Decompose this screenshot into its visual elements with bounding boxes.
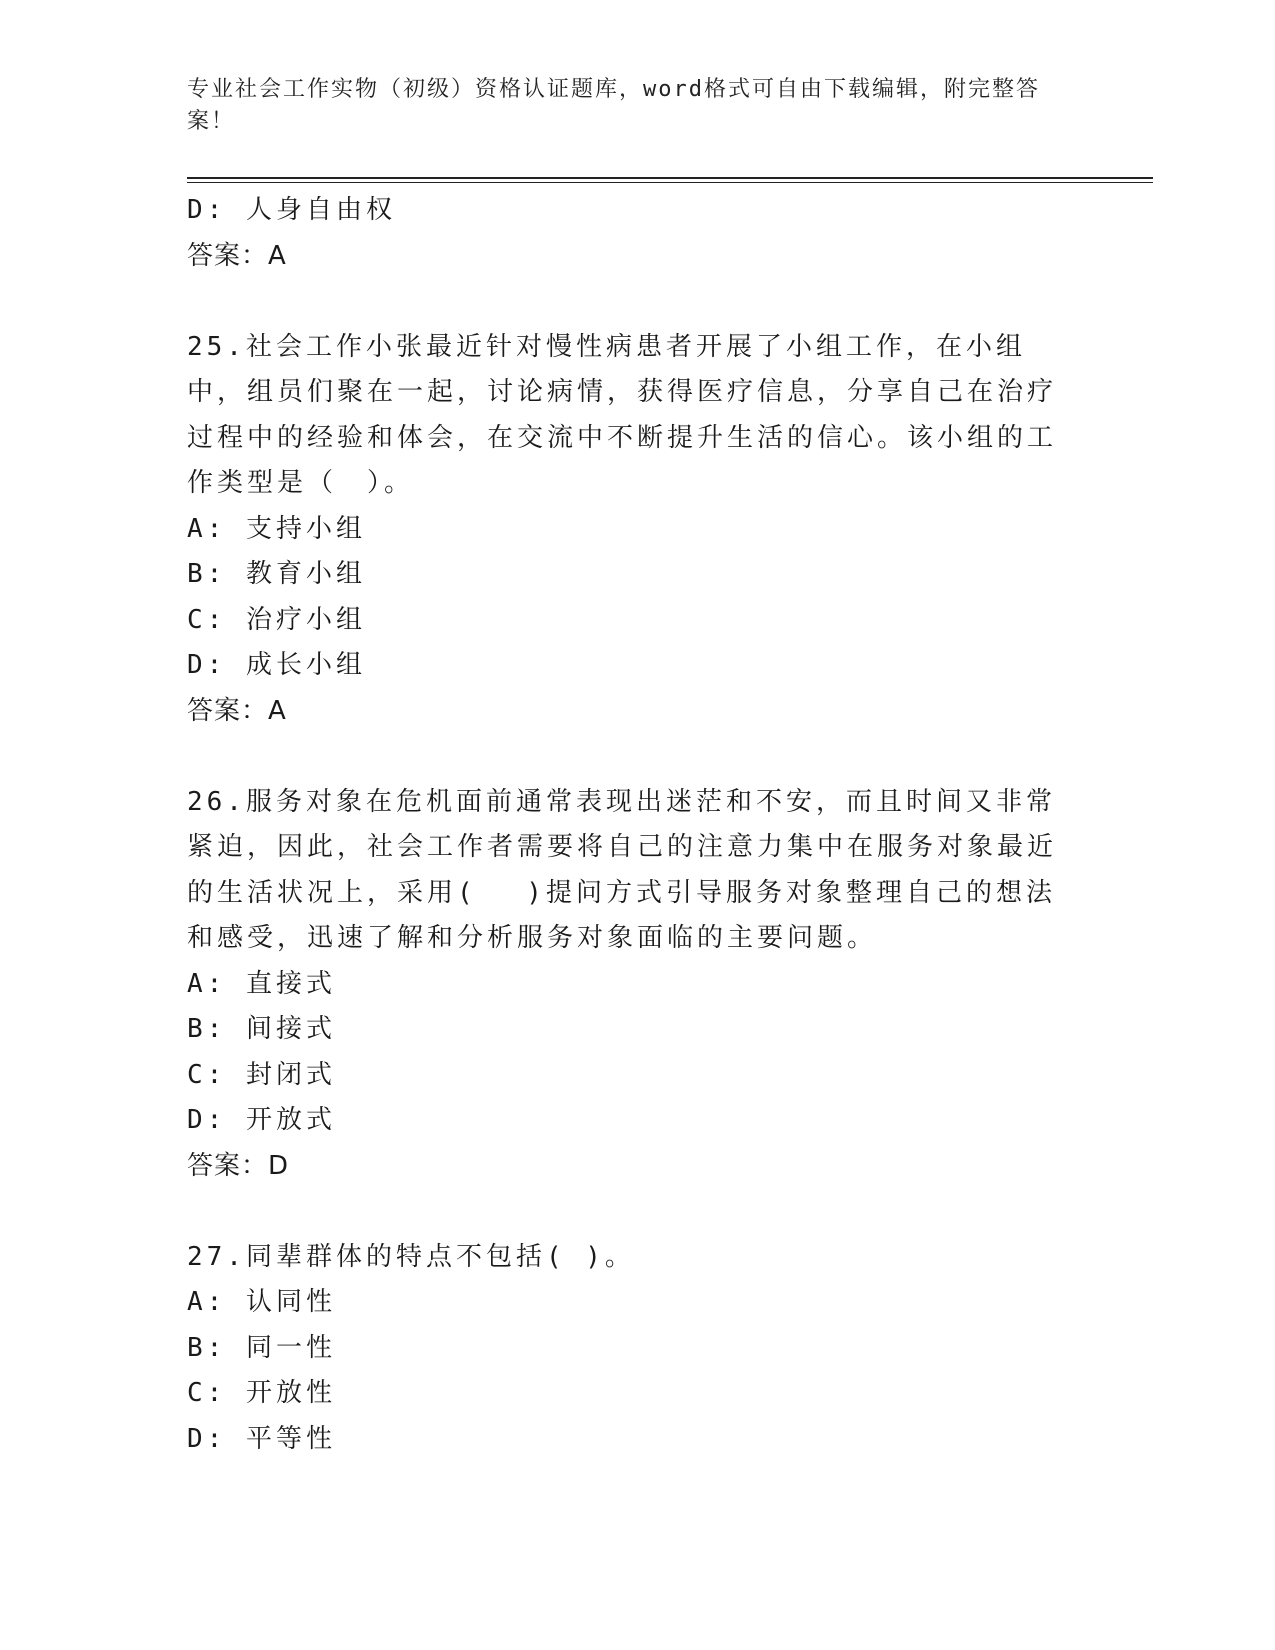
option-c: C: 开放性 [187,1378,336,1408]
question-27 [187,1235,1077,1463]
option-d: D: 开放式 [187,1105,336,1135]
question-text: 26.服务对象在危机面前通常表现出迷茫和不安，而且时间又非常紧迫，因此，社会工作者需要将自己的注意力集中在服务对象最近的生活状况上，采用( )提问方式引导服务对象整理自己的想法和感受，迅速了解和分析服务对象面临的主要问题。 [187,786,1058,953]
answer: 答案：A [187,240,287,271]
option-d: D: 成长小组 [187,650,366,680]
answer: 答案：D [187,1150,290,1181]
question-text: 27.同辈群体的特点不包括( )。 [187,1241,635,1272]
document-body [187,188,1077,1462]
header-rule-thin [187,182,1153,183]
option-a: A: 支持小组 [187,513,366,544]
spacer [187,734,1077,780]
option-c: C: 治疗小组 [187,604,366,635]
question-25 [187,325,1077,735]
option-c: C: 封闭式 [187,1059,336,1090]
header-rule-thick [187,177,1153,179]
page-header: 专业社会工作实物（初级）资格认证题库，word格式可自由下载编辑，附完整答案！ [187,77,1040,134]
question-26 [187,780,1077,1190]
answer: 答案：A [187,695,287,726]
option-d: D: 平等性 [187,1423,336,1454]
option-b: B: 同一性 [187,1332,336,1363]
option-b: B: 间接式 [187,1014,336,1044]
option-a: A: 认同性 [187,1287,336,1317]
option-a: A: 直接式 [187,968,336,999]
option-b: B: 教育小组 [187,559,366,589]
spacer [187,1189,1077,1235]
spacer [187,279,1077,325]
previous-question-tail [187,188,1077,279]
option-d: D: 人身自由权 [187,195,396,225]
question-text: 25.社会工作小张最近针对慢性病患者开展了小组工作，在小组中，组员们聚在一起，讨论病情，获得医疗信息，分享自己在治疗过程中的经验和体会，在交流中不断提升生活的信心。该小组的工作类型是（ ）。 [187,331,1058,498]
